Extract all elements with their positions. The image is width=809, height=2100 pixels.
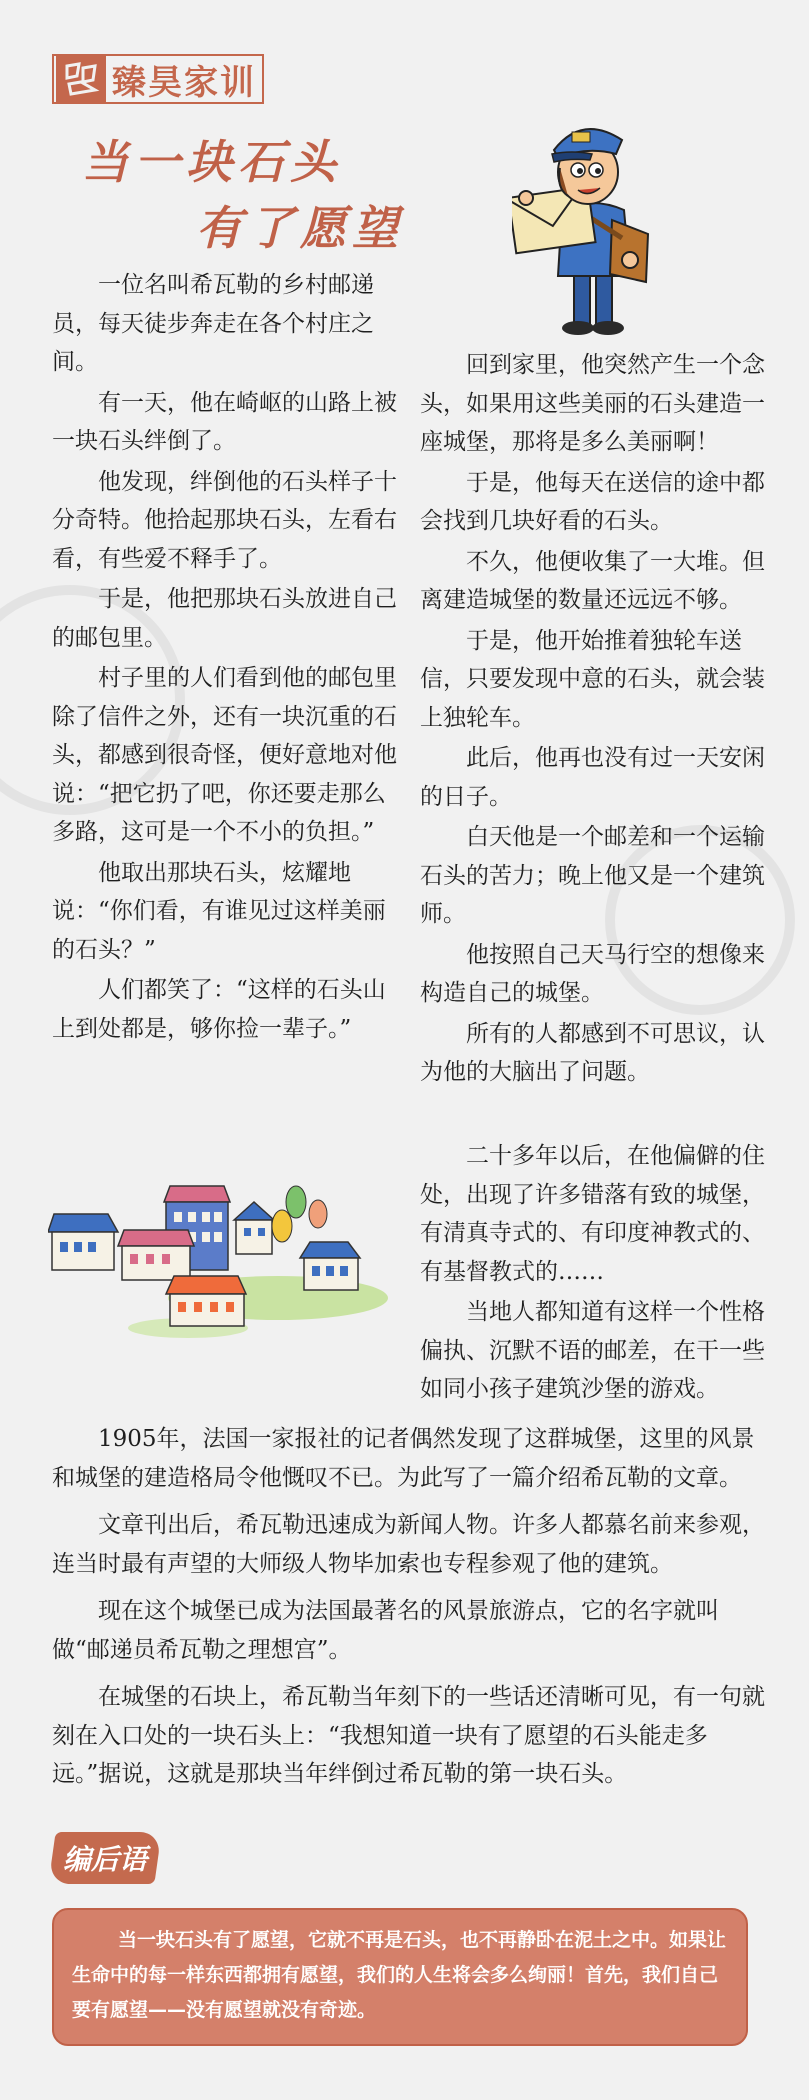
paragraph: 文章刊出后，希瓦勒迅速成为新闻人物。许多人都慕名前来参观，连当时最有声望的大师级人物毕加索也专程参观了他的建筑。 — [52, 1512, 765, 1577]
paragraph: 人们都笑了：“这样的石头山上到处都是，够你捡一辈子。” — [52, 977, 386, 1042]
paragraph: 于是，他开始推着独轮车送信，只要发现中意的石头，就会装上独轮车。 — [420, 627, 765, 731]
paragraph: 白天他是一个邮差和一个运输石头的苦力；晚上他又是一个建筑师。 — [420, 824, 765, 927]
title-line-2: 有了愿望 — [196, 201, 404, 255]
paragraph: 回到家里，他突然产生一个念头，如果用这些美丽的石头建造一座城堡，那将是多么美丽啊！ — [420, 352, 765, 455]
paragraph: 村子里的人们看到他的邮包里除了信件之外，还有一块沉重的石头，都感到很奇怪，便好意地对他说：“把它扔了吧，你还要走那么多路，这可是一个不小的负担。” — [52, 665, 397, 845]
paragraph: 在城堡的石块上，希瓦勒当年刻下的一些话还清晰可见，有一句就刻在入口处的一块石头上：“我想知道一块有了愿望的石头能走多远。”据说，这就是那块当年绊倒过希瓦勒的第一块石头。 — [52, 1684, 765, 1787]
paragraph: 当地人都知道有这样一个性格偏执、沉默不语的邮差，在干一些如同小孩子建筑沙堡的游戏。 — [420, 1299, 765, 1402]
mailman-illustration — [512, 110, 662, 338]
editor-note-label — [48, 1832, 161, 1884]
brand-badge — [52, 54, 264, 104]
full-width-text — [52, 1420, 770, 1794]
left-column — [52, 266, 400, 1048]
editor-note-text: 当一块石头有了愿望，它就不再是石头，也不再静卧在泥土之中。如果让生命中的每一样东西都拥有愿望，我们的人生将会多么绚丽！首先，我们自己要有愿望——没有愿望就没有奇迹。 — [72, 1929, 727, 2021]
paragraph: 他按照自己天马行空的想像来构造自己的城堡。 — [420, 941, 765, 1006]
editor-note-box — [52, 1908, 748, 2046]
houses-illustration — [48, 1180, 388, 1340]
right-column — [420, 346, 766, 1092]
paragraph: 所有的人都感到不可思议，认为他的大脑出了问题。 — [420, 1020, 765, 1085]
brand-name: 臻昊家训 — [112, 62, 256, 103]
editor-note-label-text: 编后语 — [62, 1843, 147, 1876]
paragraph: 二十多年以后，在他偏僻的住处，出现了许多错落有致的城堡，有清真寺式的、有印度神教式的、有基督教式的…… — [420, 1143, 765, 1285]
paragraph: 不久，他便收集了一大堆。但离建造城堡的数量还远远不够。 — [420, 548, 765, 613]
paragraph: 一位名叫希瓦勒的乡村邮递员，每天徒步奔走在各个村庄之间。 — [52, 272, 374, 375]
paragraph: 于是，他把那块石头放进自己的邮包里。 — [52, 586, 397, 651]
paragraph: 现在这个城堡已成为法国最著名的风景旅游点，它的名字就叫做“邮递员希瓦勒之理想宫”。 — [52, 1598, 719, 1663]
title-line-1: 当一块石头 — [82, 135, 342, 189]
paragraph: 他取出那块石头，炫耀地说：“你们看，有谁见过这样美丽的石头？” — [52, 859, 386, 963]
brand-seal-icon — [56, 56, 106, 102]
paragraph: 有一天，他在崎岖的山路上被一块石头绊倒了。 — [52, 389, 397, 454]
right-column-lower — [420, 1137, 766, 1409]
paragraph: 他发现，绊倒他的石头样子十分奇特。他拾起那块石头，左看右看，有些爱不释手了。 — [52, 468, 397, 572]
paragraph: 于是，他每天在送信的途中都会找到几块好看的石头。 — [420, 469, 765, 534]
paragraph: 此后，他再也没有过一天安闲的日子。 — [420, 745, 765, 810]
paragraph: 1905年，法国一家报社的记者偶然发现了这群城堡，这里的风景和城堡的建造格局令他慨叹不已。为此写了一篇介绍希瓦勒的文章。 — [52, 1426, 755, 1491]
